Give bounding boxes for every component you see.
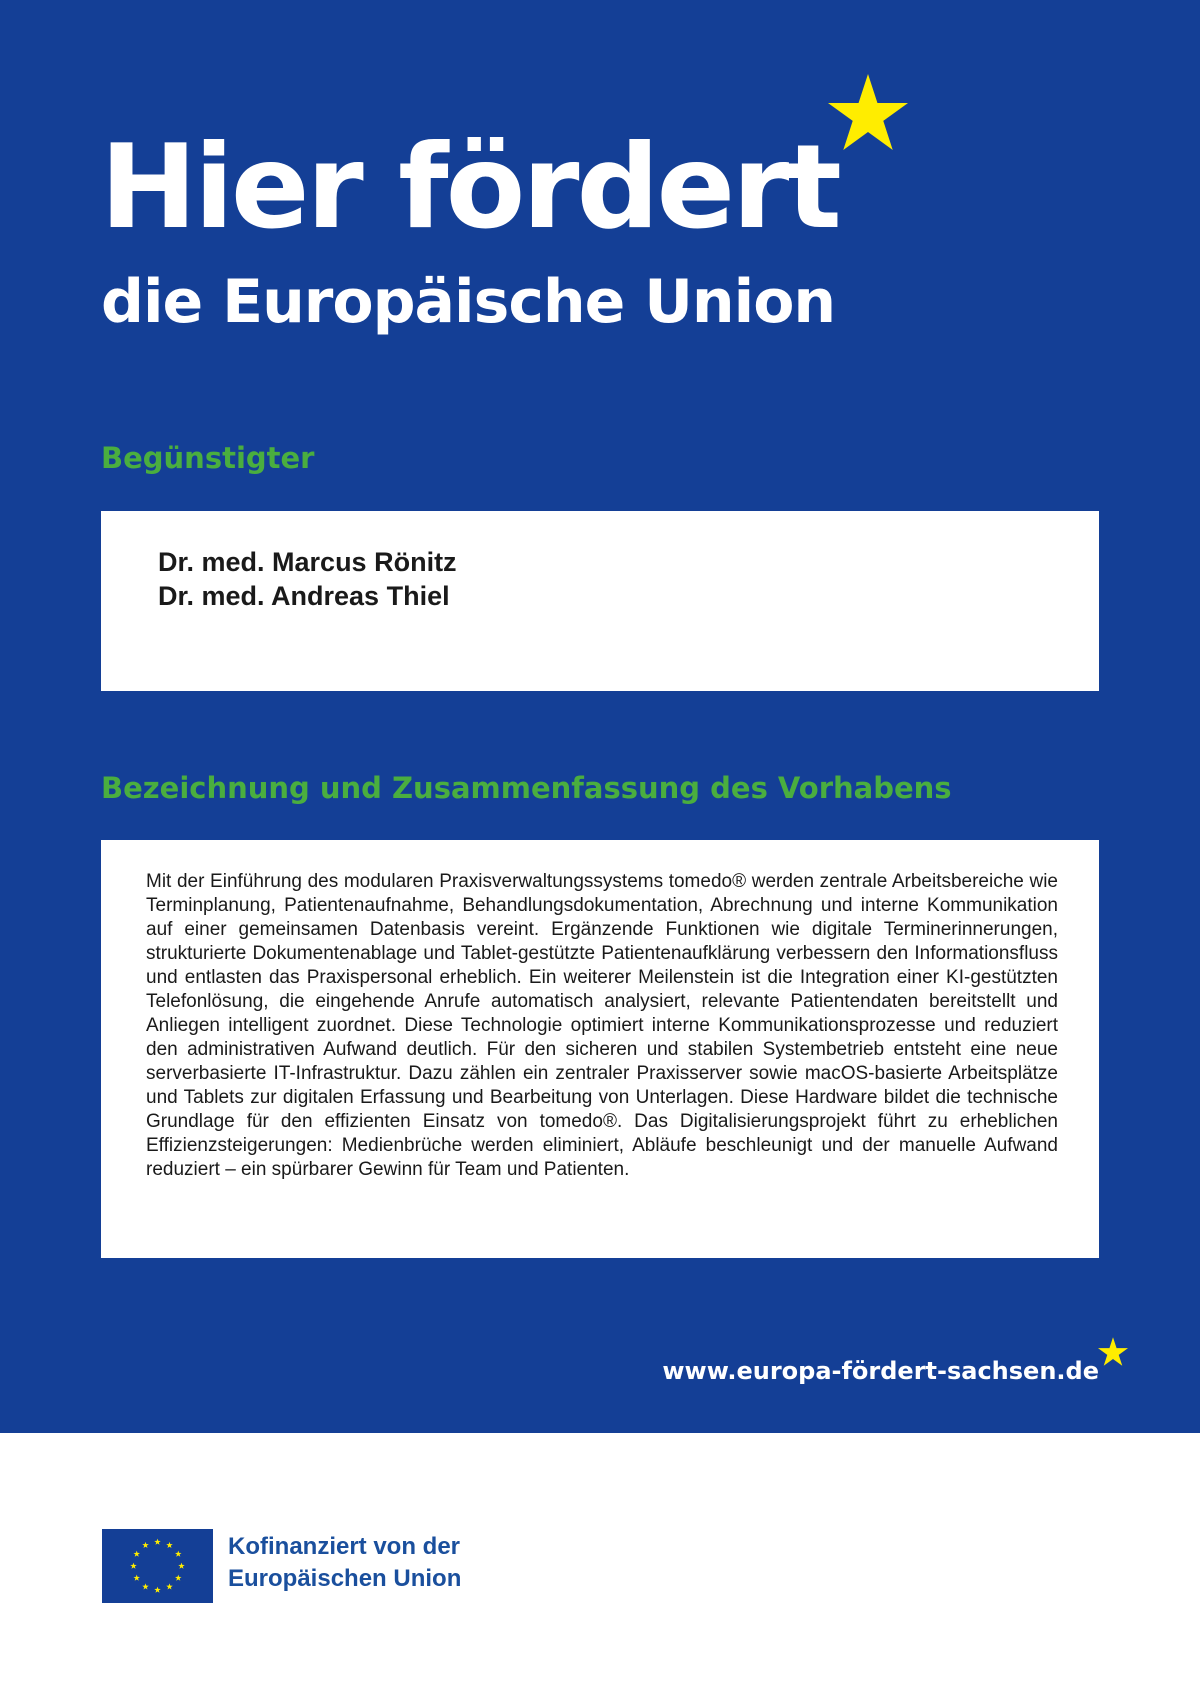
beneficiary-name-2: Dr. med. Andreas Thiel (158, 581, 450, 611)
eu-flag-icon (102, 1529, 213, 1603)
project-box (101, 840, 1099, 1258)
project-summary: Mit der Einführung des modularen Praxisverwaltungssystems tomedo® werden zentrale Arbeitsbereiche wie Terminplanung, Patientenaufnahme, Behandlungsdokumentation, Abrechnung und interne Kommunikation auf einer gemeinsamen Datenbasis vereint. Ergänzende Funktionen wie digitale Terminerinnerungen, strukturierte Dokumentenablage und Tablet-gestützte Patientenaufklärung verbessern den Informationsfluss und entlasten das Praxispersonal erheblich. Ein weiterer Meilenstein ist die Integration einer KI-gestützten Telefonlösung, die eingehende Anrufe automatisch analysiert, relevante Patientendaten bereitstellt und Anliegen intelligent zuordnet. Diese Technologie optimiert interne Kommunikationsprozesse und reduziert den administrativen Aufwand deutlich. Für den sicheren und stabilen Systembetrieb entsteht eine neue serverbasierte IT-Infrastruktur. Dazu zählen ein zentraler Praxisserver sowie macOS-basierte Arbeitsplätze und Tablets zur digitalen Erfassung und Bearbeitung von Unterlagen. Diese Hardware bildet die technische Grundlage für den effizienten Einsatz von tomedo®. Das Digitalisierungsprojekt führt zu erheblichen Effizienzsteigerungen: Medienbrüche werden eliminiert, Abläufe beschleunigt und der manuelle Aufwand reduziert – ein spürbarer Gewinn für Team und Patienten. (146, 871, 1058, 1180)
beneficiary-box (101, 511, 1099, 691)
star-icon (828, 74, 908, 150)
cofinanced-line-1: Kofinanziert von der (228, 1533, 461, 1560)
headline-main: Hier fördert (100, 120, 839, 255)
cofinanced-label (228, 1531, 461, 1595)
beneficiary-label: Begünstigter (101, 441, 315, 475)
cofinanced-line-2: Europäischen Union (228, 1565, 462, 1592)
headline-sub: die Europäische Union (101, 267, 836, 337)
website-link[interactable]: www.europa-fördert-sachsen.de (662, 1357, 1099, 1385)
project-label: Bezeichnung und Zusammenfassung des Vorhabens (101, 771, 952, 805)
star-icon (1098, 1337, 1128, 1366)
beneficiary-name-1: Dr. med. Marcus Rönitz (158, 547, 457, 577)
